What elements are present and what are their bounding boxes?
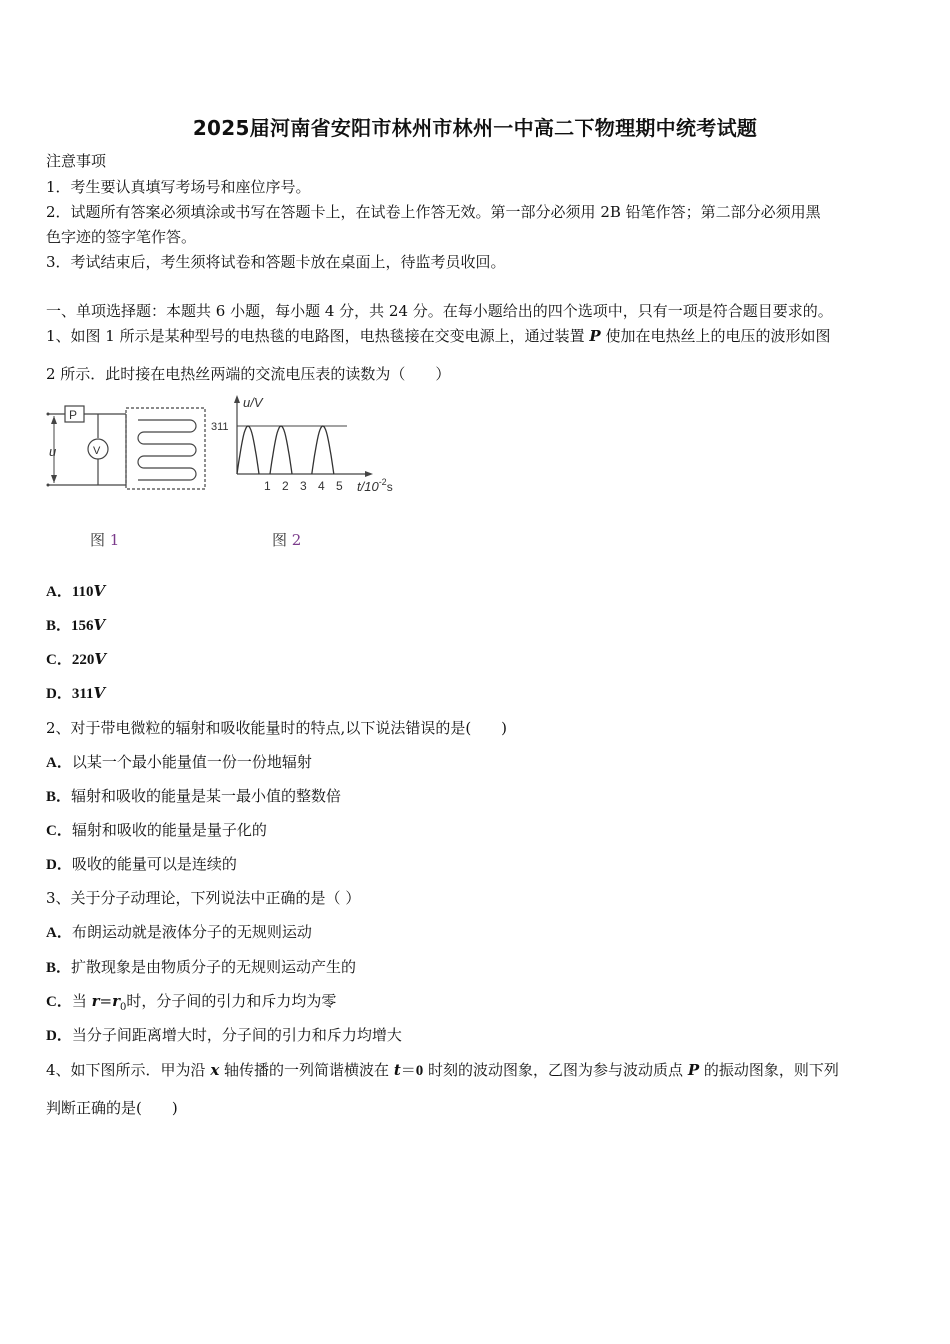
question-3-stem: 3、关于分子动理论，下列说法中正确的是（ ） xyxy=(46,889,361,907)
waveform-pulse-1 xyxy=(237,426,259,474)
option-value: 110 xyxy=(71,584,94,600)
q1-text-b: 使加在电热丝上的电压的波形如图 xyxy=(600,327,831,345)
waveform-pulses xyxy=(237,426,334,474)
figure-1-caption-text: 图 xyxy=(90,531,106,549)
x-tick-labels xyxy=(264,479,343,493)
r0-symbol: r xyxy=(112,992,121,1010)
option-label: D． xyxy=(46,686,72,702)
q1-option-a[interactable] xyxy=(46,581,105,602)
option-label: A． xyxy=(46,584,72,600)
option-text: 布朗运动就是液体分子的无规则运动 xyxy=(71,923,312,941)
q1-option-c[interactable] xyxy=(46,649,106,670)
option-text: 辐射和吸收的能量是量子化的 xyxy=(71,821,267,839)
q4-text-d: 时刻的波动图象，乙图为参与波动质点 xyxy=(423,1061,688,1079)
option-value: 156 xyxy=(71,618,94,634)
q4-equals: ＝ xyxy=(400,1061,416,1079)
option-unit: V xyxy=(93,684,106,702)
waveform-pulse-3 xyxy=(312,426,334,474)
option-label: C． xyxy=(46,652,72,668)
x-tick-label-4: 4 xyxy=(318,479,325,493)
option-text-pre: 当 xyxy=(71,992,92,1010)
q1-option-d[interactable] xyxy=(46,683,105,704)
option-label: B． xyxy=(46,789,72,805)
r-symbol: r xyxy=(91,992,100,1010)
option-label: B． xyxy=(46,960,72,976)
option-value: 220 xyxy=(71,652,95,668)
q4-text-b: 轴传播的一列简谐横波在 xyxy=(219,1061,394,1079)
figure-2-caption xyxy=(272,529,301,550)
q2-option-c[interactable] xyxy=(46,820,267,841)
p-label: P xyxy=(69,408,78,422)
figure-2-waveform xyxy=(205,392,415,502)
figure-2-caption-num: 2 xyxy=(291,531,302,549)
option-label: D． xyxy=(46,857,72,873)
option-label: B． xyxy=(46,618,72,634)
figure-1-caption xyxy=(90,529,119,550)
y-axis-arrow xyxy=(234,395,240,403)
option-text: 辐射和吸收的能量是某一最小值的整数倍 xyxy=(71,787,342,805)
waveform-pulse-2 xyxy=(270,426,292,474)
figure-1-circuit xyxy=(40,398,215,498)
option-label: A． xyxy=(46,925,72,941)
notice-item-3: 3．考试结束后，考生须将试卷和答题卡放在桌面上，待监考员收回。 xyxy=(46,253,506,271)
option-value: 311 xyxy=(71,686,94,702)
question-4-stem-cont: 判断正确的是( ) xyxy=(46,1099,178,1117)
question-1-stem xyxy=(46,326,830,346)
option-label: C． xyxy=(46,994,72,1010)
r0-subscript: 0 xyxy=(120,1002,127,1013)
u-arrow-head xyxy=(51,416,57,424)
p-symbol: P xyxy=(687,1061,700,1079)
q2-option-a[interactable] xyxy=(46,752,312,773)
terminal-bottom xyxy=(47,484,50,487)
option-label: C． xyxy=(46,823,72,839)
v-label: V xyxy=(93,445,101,457)
page-title: 2025届河南省安阳市林州市林州一中高二下物理期中统考试题 xyxy=(192,116,758,140)
option-text: 吸收的能量可以是连续的 xyxy=(71,855,237,873)
q4-zero: 0 xyxy=(415,1063,424,1079)
peak-label: 311 xyxy=(211,421,229,433)
q1-p-symbol: P xyxy=(589,327,601,345)
x-axis-label xyxy=(357,477,393,494)
equals-sign: = xyxy=(99,992,113,1010)
x-tick-label-5: 5 xyxy=(336,479,343,493)
option-text: 以某一个最小能量值一份一份地辐射 xyxy=(71,753,312,771)
u-arrow-tail xyxy=(51,475,57,483)
question-2-stem: 2、对于带电微粒的辐射和吸收能量时的特点,以下说法错误的是( ) xyxy=(46,719,508,737)
question-1-stem-cont: 2 所示．此时接在电热丝两端的交流电压表的读数为（ ） xyxy=(46,365,451,383)
x-axis-label-text: t/10 xyxy=(357,479,379,494)
x-axis-unit: s xyxy=(386,480,393,494)
option-text: 当分子间距离增大时，分子间的引力和斥力均增大 xyxy=(71,1026,402,1044)
x-tick-label-1: 1 xyxy=(263,479,271,493)
notice-item-2-cont: 色字迹的签字笔作答。 xyxy=(46,228,197,246)
option-label: A． xyxy=(46,755,72,771)
q3-option-a[interactable] xyxy=(46,922,312,943)
x-tick-label-2: 2 xyxy=(281,479,289,493)
q3-option-c[interactable] xyxy=(46,991,336,1018)
option-text-post: 时，分子间的引力和斥力均为零 xyxy=(126,992,337,1010)
question-4-stem xyxy=(46,1060,839,1081)
q1-text-a: 1、如图 1 所示是某种型号的电热毯的电路图，电热毯接在交变电源上，通过装置 xyxy=(46,327,590,345)
notice-heading: 注意事项 xyxy=(46,152,107,170)
q4-text-e: 的振动图象，则下列 xyxy=(699,1061,839,1079)
q2-option-d[interactable] xyxy=(46,854,237,875)
option-unit: V xyxy=(93,616,106,634)
heating-wire xyxy=(138,420,196,480)
x-tick-label-3: 3 xyxy=(300,479,307,493)
q2-option-b[interactable] xyxy=(46,786,341,807)
q3-option-b[interactable] xyxy=(46,957,356,978)
section-heading: 一、单项选择题：本题共 6 小题，每小题 4 分，共 24 分。在每小题给出的四个选项中，只有一项是符合题目要求的。 xyxy=(46,302,833,320)
t-symbol: t xyxy=(393,1061,401,1079)
x-symbol: x xyxy=(210,1061,220,1079)
q4-text-a: 4、如下图所示．甲为沿 xyxy=(46,1061,211,1079)
q3-option-d[interactable] xyxy=(46,1025,402,1046)
q1-option-b[interactable] xyxy=(46,615,105,636)
option-unit: V xyxy=(93,582,106,600)
notice-item-1: 1．考生要认真填写考场号和座位序号。 xyxy=(46,178,311,196)
figure-1-caption-num: 1 xyxy=(109,531,120,549)
figure-2-caption-text: 图 xyxy=(272,531,288,549)
notice-item-2: 2．试题所有答案必须填涂或书写在答题卡上，在试卷上作答无效。第一部分必须用 2B 铅笔作答；第二部分必须用黑 xyxy=(46,203,821,221)
option-text: 扩散现象是由物质分子的无规则运动产生的 xyxy=(71,958,357,976)
option-unit: V xyxy=(94,650,106,668)
x-axis-arrow xyxy=(365,471,373,477)
x-axis-exponent: -2 xyxy=(378,477,387,487)
y-axis-label-text: u/V xyxy=(243,395,263,410)
y-axis-label xyxy=(243,395,264,410)
option-label: D． xyxy=(46,1028,72,1044)
terminal-top xyxy=(47,413,50,416)
u-label: u xyxy=(49,444,57,459)
